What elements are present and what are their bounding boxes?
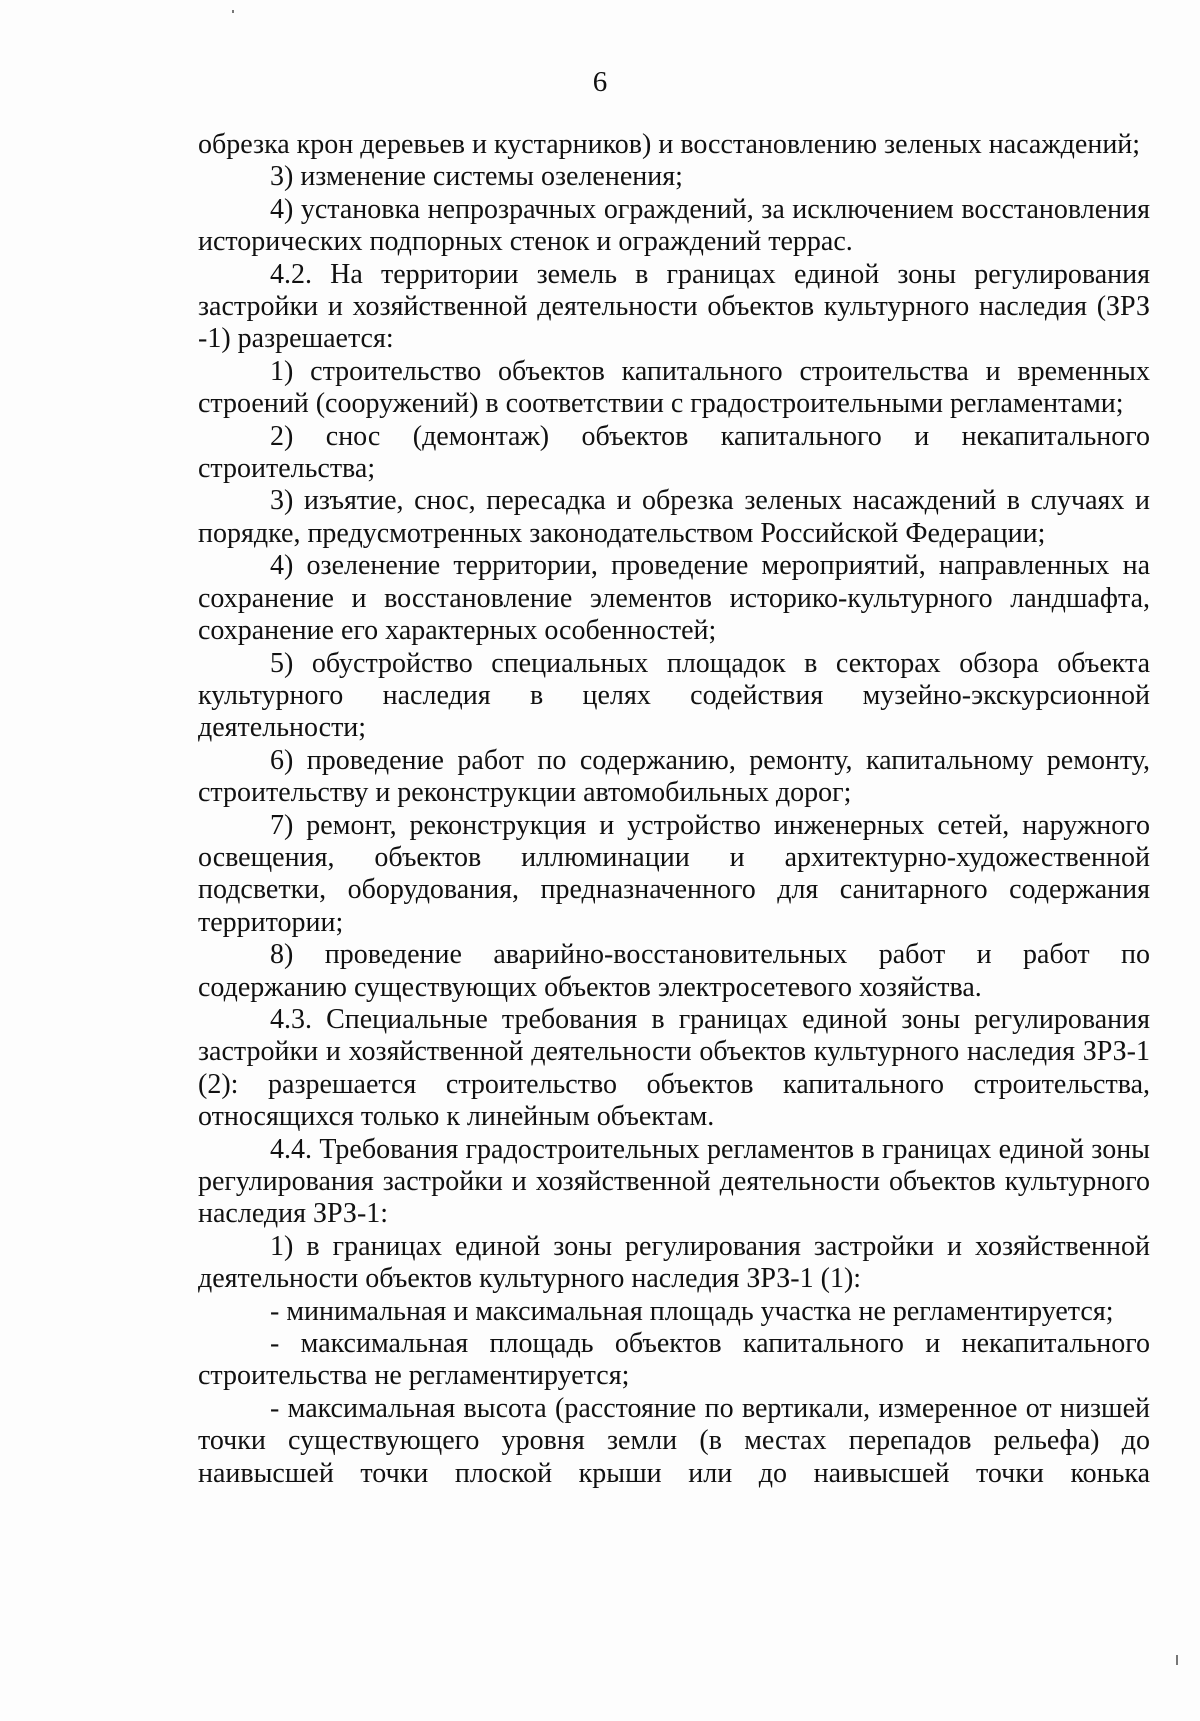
paragraph: 8) проведение аварийно-восстановительных работ и работ по содержанию существующих объектов электросетевого хозяйства. <box>198 939 1150 1003</box>
paragraph: 4) установка непрозрачных ограждений, за исключением восстановления исторических подпорных стенок и ограждений террас. <box>198 193 1150 258</box>
page-number: 6 <box>592 66 608 98</box>
paragraph: обрезка крон деревьев и кустарников) и восстановлению зеленых насаждений; <box>198 129 1141 160</box>
paragraph: 4.4. Требования градостроительных регламентов в границах единой зоны регулирования застройки и хозяйственной деятельности объектов культурного наследия ЗРЗ-1: <box>198 1133 1150 1230</box>
paragraph: 3) изменение системы озеленения; <box>270 161 683 193</box>
paragraph: 4.3. Специальные требования в границах единой зоны регулирования застройки и хозяйственной деятельности объектов культурного наследия ЗРЗ-1 (2): разрешается строительство объектов капитального строительства, относящихся только к линейным объектам. <box>198 1003 1150 1133</box>
document-body <box>198 129 1150 1490</box>
paragraph: - максимальная площадь объектов капитального и некапитального строительства не регламентируется; <box>198 1328 1150 1392</box>
paragraph: - максимальная высота (расстояние по вертикали, измеренное от низшей точки существующего уровня земли (в местах перепадов рельефа) до наивысшей точки плоской крыши или до наивысшей точки конька <box>198 1392 1150 1489</box>
scan-artifact-top <box>232 10 234 13</box>
paragraph: - минимальная и максимальная площадь участка не регламентируется; <box>270 1295 1114 1327</box>
paragraph: 7) ремонт, реконструкция и устройство инженерных сетей, наружного освещения, объектов иллюминации и архитектурно-художественной подсветки, оборудования, предназначенного для санитарного содержания территории; <box>198 809 1150 938</box>
paragraph: 1) в границах единой зоны регулирования застройки и хозяйственной деятельности объектов культурного наследия ЗРЗ-1 (1): <box>198 1230 1150 1295</box>
scan-artifact-right <box>1176 1655 1178 1665</box>
paragraph: 3) изъятие, снос, пересадка и обрезка зеленых насаждений в случаях и порядке, предусмотренных законодательством Российской Федерации; <box>198 485 1150 549</box>
paragraph: 6) проведение работ по содержанию, ремонту, капитальному ремонту, строительству и реконструкции автомобильных дорог; <box>198 744 1150 809</box>
paragraph: 4) озеленение территории, проведение мероприятий, направленных на сохранение и восстановление элементов историко-культурного ландшафта, сохранение его характерных особенностей; <box>198 550 1150 647</box>
paragraph: 5) обустройство специальных площадок в секторах обзора объекта культурного наследия в целях содействия музейно-экскурсионной деятельности; <box>198 647 1150 744</box>
paragraph: 2) снос (демонтаж) объектов капитального и некапитального строительства; <box>198 420 1150 485</box>
paragraph: 1) строительство объектов капитального строительства и временных строений (сооружений) в соответствии с градостроительными регламентами; <box>198 355 1150 420</box>
paragraph: 4.2. На территории земель в границах единой зоны регулирования застройки и хозяйственной деятельности объектов культурного наследия (ЗРЗ -1) разрешается: <box>198 258 1150 355</box>
